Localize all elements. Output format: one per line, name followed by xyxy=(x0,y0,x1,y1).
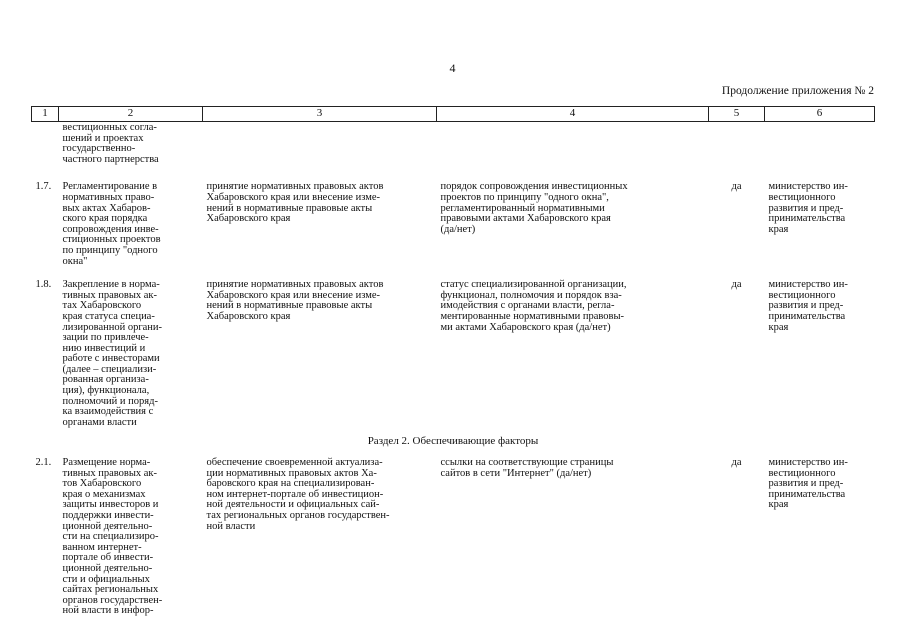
table-row xyxy=(32,122,875,181)
responsible-text: министерство ин- вестиционного развития и пред- принимательства края xyxy=(768,457,848,511)
responsible-text: министерство ин- вестиционного развития и пред- принимательства края xyxy=(768,181,848,235)
measure-text: Закрепление в норма- тивных правовых ак- тах Хабаровского края статуса специа- лизированной органи- зации по привлече- нию инвестиций и работе с инвесторами (далее – специализи- рованная организа- ция), функционала, полномочий и поряд- ка взаимодействия с органами власти xyxy=(62,279,163,428)
table-row xyxy=(32,280,875,431)
action-text xyxy=(203,122,437,181)
yes-no-value: да xyxy=(731,181,742,193)
column-header-1: 1 xyxy=(32,107,59,122)
table-row xyxy=(32,457,875,617)
continuation-label: Продолжение приложения № 2 xyxy=(721,85,874,97)
indicator-text: порядок сопровождения инвестиционных проектов по принципу "одного окна", регламентированный нормативными правовыми актами Хабаровского края (да/нет) xyxy=(440,181,628,235)
column-number-row xyxy=(32,107,875,122)
responsible-text: министерство ин- вестиционного развития и пред- принимательства края xyxy=(768,279,848,333)
column-header-3: 3 xyxy=(203,107,437,122)
section-heading-row xyxy=(32,431,875,457)
measure-text: Размещение норма- тивных правовых ак- тов Хабаровского края о механизмах защиты инвесторов и поддержки инвести- ционной деятельно- сти на специализиро- ванном интернет- портале об инвести- ционной деятельно- сти и официальных сайтах региональных органов государствен- ной власти в инфор- xyxy=(62,457,163,617)
row-number: 2.1. xyxy=(35,457,52,469)
row-number: 1.7. xyxy=(35,181,52,193)
column-header-5: 5 xyxy=(709,107,765,122)
action-text: принятие нормативных правовых актов Хабаровского края или внесение изме- нений в нормативные правовые акты Хабаровского края xyxy=(206,279,384,322)
column-header-2: 2 xyxy=(59,107,203,122)
indicator-text: ссылки на соответствующие страницы сайтов в сети "Интернет" (да/нет) xyxy=(440,457,614,479)
measure-text: Регламентирование в нормативных право- вых актах Хабаров- ского края порядка сопровождения инве- стиционных проектов по принципу "одного окна" xyxy=(62,181,161,267)
indicator-text: статус специализированной организации, функционал, полномочия и порядок вза- имодействия с органами власти, регла- ментированные нормативными правовы- ми актами Хабаровского края (да/нет) xyxy=(440,279,627,333)
responsible-text xyxy=(765,122,875,181)
page-number: 4 xyxy=(449,61,456,75)
yes-no-value xyxy=(709,122,765,181)
column-header-4: 4 xyxy=(437,107,709,122)
column-header-6: 6 xyxy=(765,107,875,122)
measure-text: вестиционных согла- шений и проектах государственно- частного партнерства xyxy=(62,122,159,165)
yes-no-value: да xyxy=(731,279,742,291)
row-number xyxy=(32,122,59,181)
table-row xyxy=(32,180,875,280)
yes-no-value: да xyxy=(731,457,742,469)
row-number: 1.8. xyxy=(35,279,52,291)
indicator-text xyxy=(437,122,709,181)
action-text: принятие нормативных правовых актов Хабаровского края или внесение изме- нений в нормативные правовые акты Хабаровского края xyxy=(206,181,384,225)
section-title: Раздел 2. Обеспечивающие факторы xyxy=(367,435,539,448)
measures-table xyxy=(31,106,875,617)
action-text: обеспечение своевременной актуализа- ции нормативных правовых актов Ха- баровского края на специализирован- ном интернет-портале об инвестицион- ной деятельности и официальных сай- тах региональных органов государствен- ной власти xyxy=(206,457,390,532)
